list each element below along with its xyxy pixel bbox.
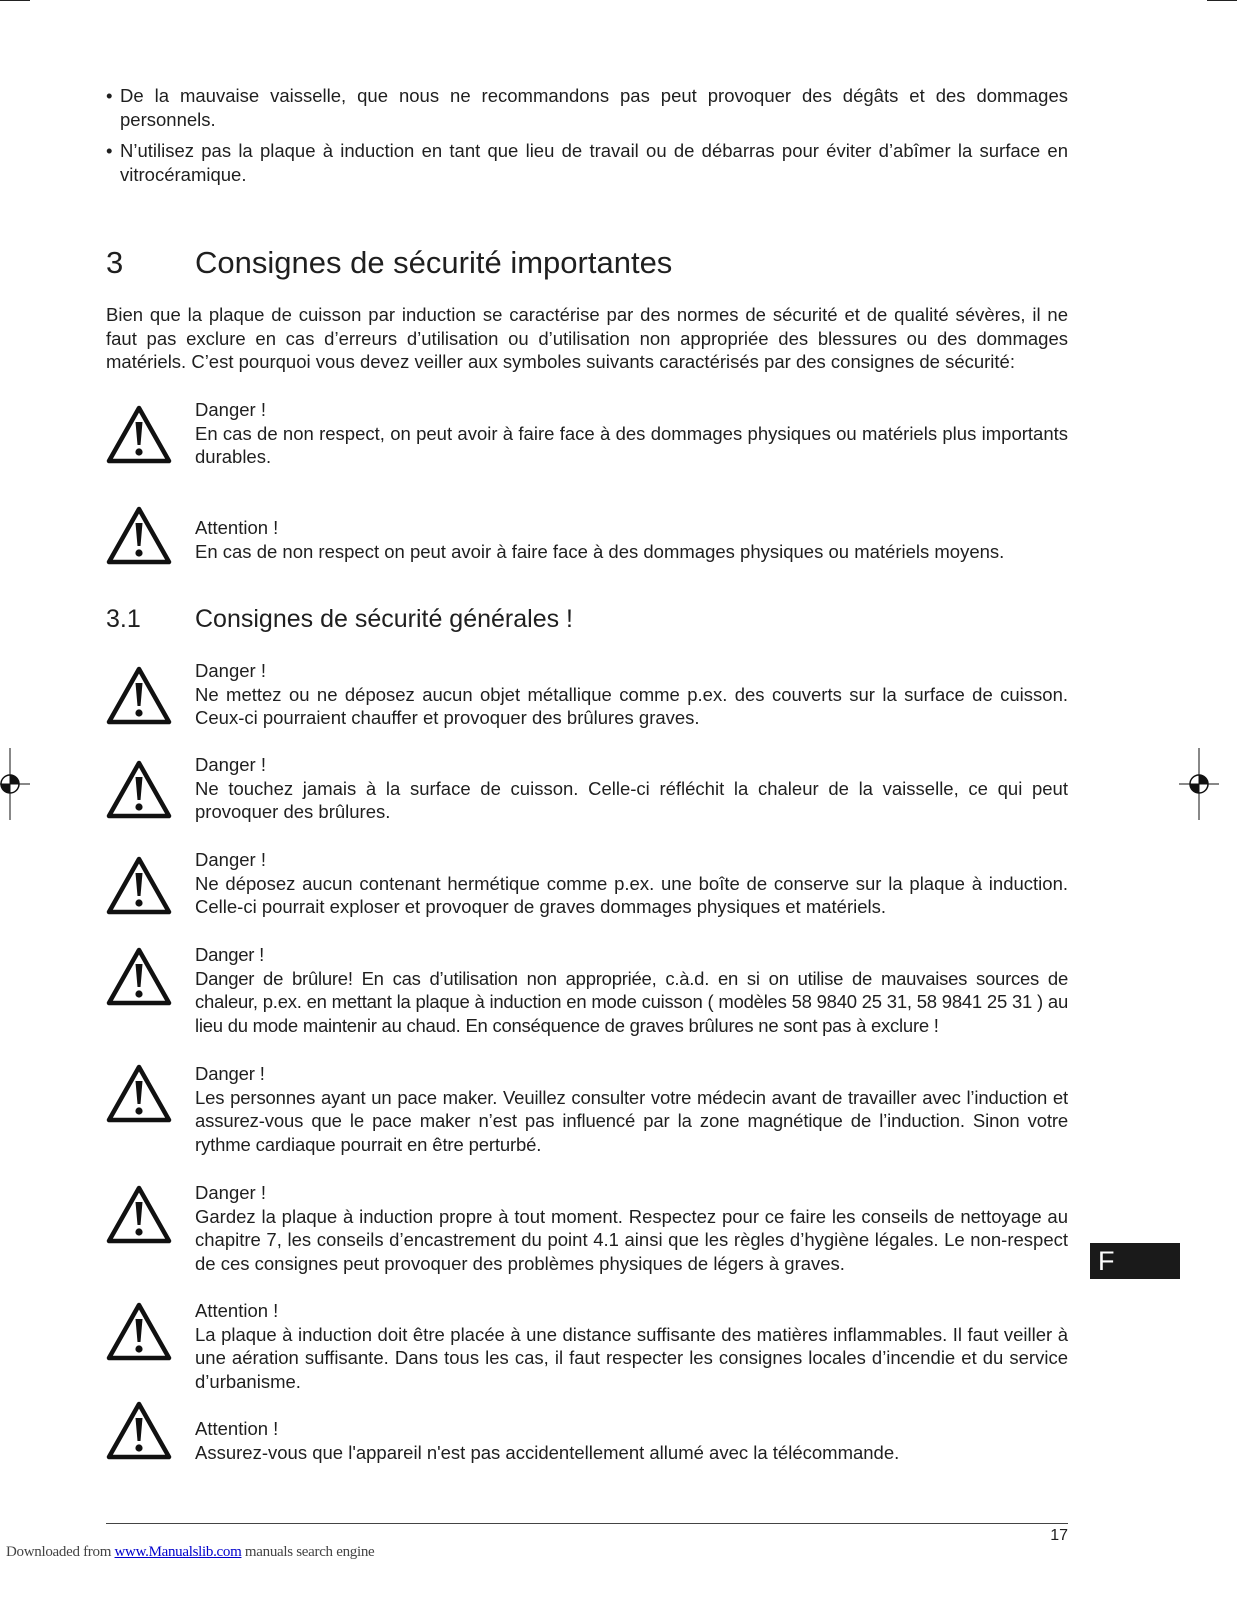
warning-body: Gardez la plaque à induction propre à tout moment. Respectez pour ce faire les conseils de nettoyage au chapitre 7, les conseils d’encastrement du point 4.1 ainsi que les règles d’hygiène légales. Le non-respect de ces consignes peut provoquer des problèmes physiques de légers à graves. (195, 1205, 1068, 1274)
warning-triangle-icon (106, 1185, 172, 1245)
warning-body: Les personnes ayant un pace maker. Veuillez consulter votre médecin avant de travailler avec l’induction et assurez-vous que le pace maker n’est pas influencé par la zone magnétique de l’induction. Sinon votre rythme cardiaque pourrait en être perturbé. (195, 1086, 1068, 1155)
warning-body: En cas de non respect, on peut avoir à faire face à des dommages physiques ou matériels plus importants durables. (195, 422, 1068, 467)
warning-block (106, 753, 1068, 824)
subsection-heading (106, 603, 573, 635)
footer-divider (106, 1523, 1068, 1524)
warning-title: Attention ! (195, 1418, 279, 1439)
warning-triangle-icon (106, 506, 172, 566)
warning-title: Danger ! (195, 754, 266, 775)
warning-triangle-icon (106, 405, 172, 465)
warning-triangle-icon (106, 1064, 172, 1124)
warning-body: Ne déposez aucun contenant hermétique comme p.ex. une boîte de conserve sur la plaque à induction. Celle-ci pourrait exploser et provoquer de graves dommages physiques et matériels. (195, 872, 1068, 917)
warning-block (106, 1299, 1068, 1393)
language-tab-label: F (1098, 1246, 1115, 1276)
warning-triangle-icon (106, 760, 172, 820)
warning-title: Danger ! (195, 399, 266, 420)
warning-triangle-icon (106, 947, 172, 1007)
crop-mark-top-right (1207, 0, 1237, 1)
warning-block (106, 659, 1068, 730)
warning-title: Danger ! (195, 1063, 265, 1084)
bullet-text: De la mauvaise vaisselle, que nous ne recommandons pas peut provoquer des dégâts et des dommages personnels. (120, 85, 1068, 130)
warning-title: Danger ! (195, 944, 264, 965)
warning-triangle-icon (106, 856, 172, 916)
section-heading (106, 244, 672, 282)
page-number: 17 (1050, 1527, 1068, 1544)
warning-block (106, 1181, 1068, 1275)
registration-mark-icon (1179, 748, 1219, 825)
section-title: Consignes de sécurité importantes (195, 245, 673, 280)
warning-triangle-icon (106, 1302, 172, 1362)
crop-mark-top-left (0, 0, 30, 1)
language-tab (1090, 1243, 1180, 1279)
warning-block (106, 1417, 1068, 1464)
warning-block (106, 516, 1068, 563)
warning-block (106, 943, 1068, 1037)
manualslib-link[interactable]: www.Manualslib.com (114, 1544, 242, 1560)
subsection-title: Consignes de sécurité générales ! (195, 605, 574, 633)
bullet-text: N’utilisez pas la plaque à induction en tant que lieu de travail ou de débarras pour éviter d’abîmer la surface en vitrocéramique. (120, 140, 1068, 185)
warning-triangle-icon (106, 1401, 172, 1461)
warning-block (106, 398, 1068, 469)
list-item (106, 139, 1068, 186)
warning-title: Danger ! (195, 1182, 266, 1203)
warning-block (106, 1062, 1068, 1156)
download-credit-suffix: manuals search engine (241, 1544, 375, 1560)
list-item (106, 84, 1068, 131)
warning-body: Assurez-vous que l'appareil n'est pas accidentellement allumé avec la télécommande. (195, 1441, 900, 1463)
section-number: 3 (106, 245, 124, 280)
bullet-dot: • (106, 85, 113, 106)
warning-body: La plaque à induction doit être placée à une distance suffisante des matières inflammables. Il faut veiller à une aération suffisante. Dans tous les cas, il faut respecter les consignes locales d’incendie et du service d’urbanisme. (195, 1323, 1068, 1392)
warning-body: Ne mettez ou ne déposez aucun objet métallique comme p.ex. des couverts sur la surface de cuisson. Ceux-ci pourraient chauffer et provoquer des brûlures graves. (195, 683, 1068, 728)
warning-title: Attention ! (195, 517, 279, 538)
warning-title: Danger ! (195, 660, 266, 681)
warning-title: Danger ! (195, 849, 266, 870)
warning-body: Ne touchez jamais à la surface de cuisson. Celle-ci réfléchit la chaleur de la vaisselle, ce qui peut provoquer des brûlures. (195, 777, 1068, 822)
warning-title: Attention ! (195, 1300, 279, 1321)
warning-body: Danger de brûlure! En cas d’utilisation non appropriée, c.à.d. en si on utilise de mauvaises sources de chaleur, p.ex. en mettant la plaque à induction en mode cuisson ( modèles 58 9840 25 31, 58 9841 25 31 ) au lieu du mode maintenir au chaud. En conséquence de graves brûlures ne sont pas à exclure ! (195, 967, 1068, 1036)
download-credit (6, 1542, 374, 1562)
download-credit-prefix: Downloaded from (6, 1544, 115, 1560)
bullet-list (106, 84, 1068, 194)
warning-block (106, 848, 1068, 919)
warning-triangle-icon (106, 666, 172, 726)
subsection-number: 3.1 (106, 605, 141, 633)
registration-mark-icon (0, 748, 30, 825)
bullet-dot: • (106, 140, 113, 161)
section-intro: Bien que la plaque de cuisson par induction se caractérise par des normes de sécurité et de qualité sévères, il ne faut pas exclure en cas d’erreurs d’utilisation ou d’utilisation non appropriée des blessures ou des dommages matériels. C’est pourquoi vous devez veiller aux symboles suivants caractérisés par des consignes de sécurité: (106, 304, 1068, 372)
warning-body: En cas de non respect on peut avoir à faire face à des dommages physiques ou matériels moyens. (195, 540, 1005, 562)
